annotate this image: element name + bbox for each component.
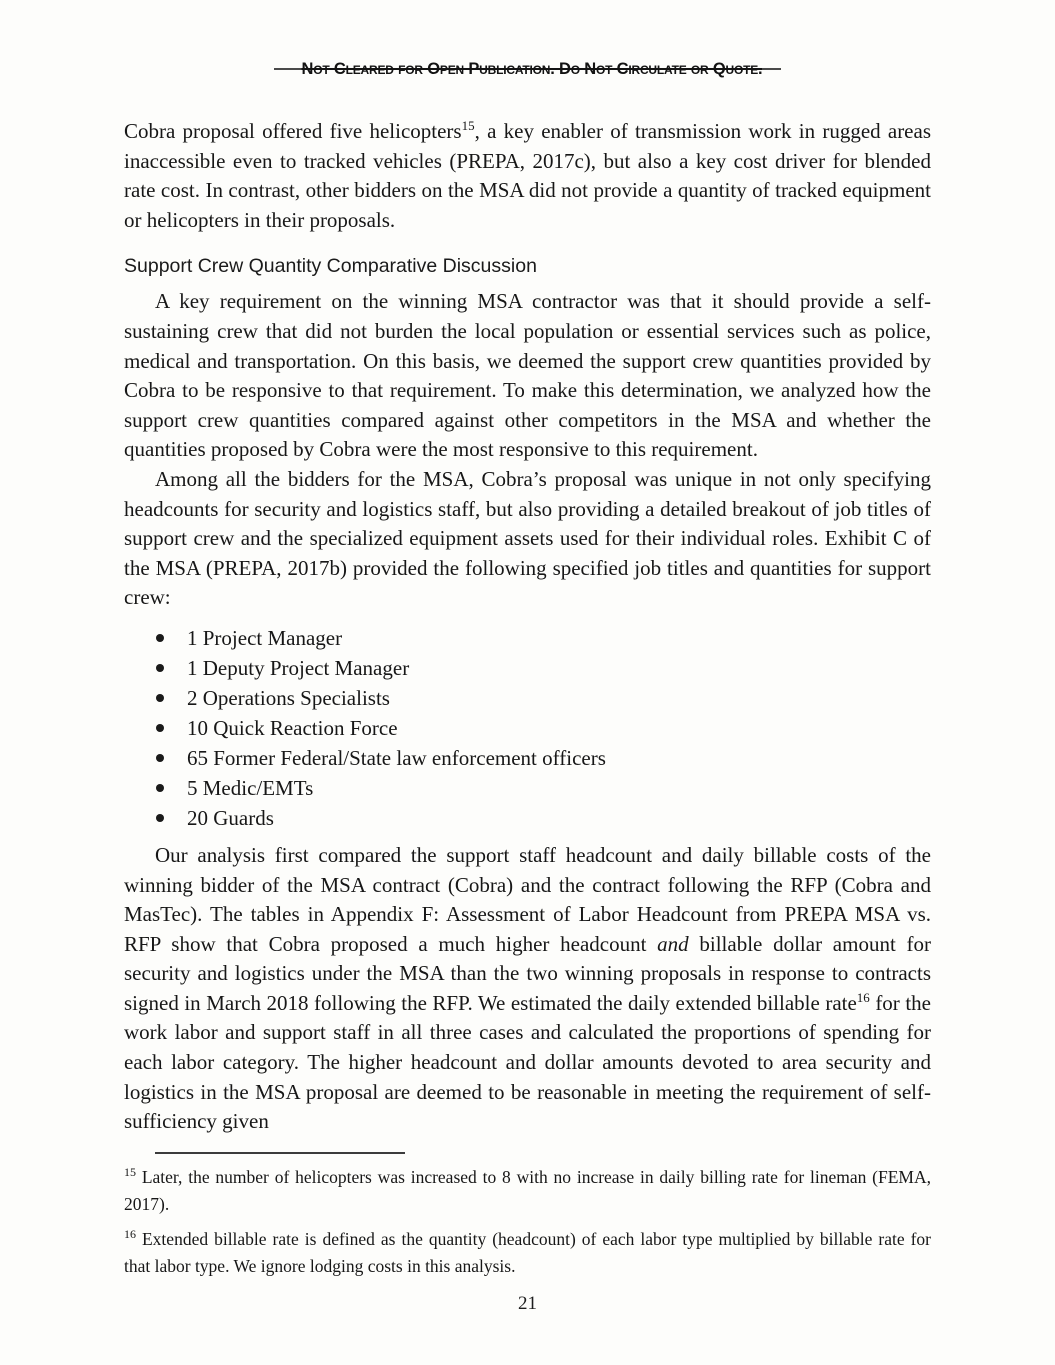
bullet-icon [156,754,164,762]
strikethrough-line-left [274,68,302,70]
footnote-15 [124,1164,931,1219]
bullet-icon [156,694,164,702]
list-item-text: 65 Former Federal/State law enforcement officers [187,745,606,770]
footnote-number: 15 [124,1165,136,1180]
page-number: 21 [518,1293,537,1314]
list-item [156,683,931,713]
footnote-text: Extended billable rate is defined as the quantity (headcount) of each labor type multiplied by billable rate for that labor type. We ignore lodging costs in this analysis. [124,1228,931,1277]
list-item-text: 2 Operations Specialists [187,685,390,710]
section-heading: Support Crew Quantity Comparative Discussion [124,255,537,278]
footnote-text: Later, the number of helicopters was increased to 8 with no increase in daily billing rate for lineman (FEMA, 2017). [124,1166,931,1215]
footnote-16 [124,1226,931,1281]
list-item [156,773,931,803]
classification-banner-text: Not Cleared for Open Publication. Do Not Circulate or Quote. [301,59,763,78]
bullet-icon [156,814,164,822]
paragraph-among-bidders: Among all the bidders for the MSA, Cobra’s proposal was unique in not only specifying headcounts for security and logistics staff, but also providing a detailed breakout of job titles of support crew and the specialized equipment assets used for their individual roles. Exhibit C of the MSA (PREPA, 2017b) provided the following specified job titles and quantities for support crew: [124,466,931,610]
paragraph-helicopters [124,117,931,235]
list-item [156,743,931,773]
paragraph-text: billable dollar amount for security and logistics under the MSA than the two winning proposals in response to contracts signed in March 2018 following the RFP. We estimated the daily extended billable rate [124,931,931,1015]
bullet-icon [156,664,164,672]
paragraph-text: Our analysis first compared the support staff headcount and daily billable costs of the winning bidder of the MSA contract (Cobra) and the contract following the RFP (Cobra and MasTec). The tables in Appendix F: Assessment of Labor Headcount from PREPA MSA vs. RFP show that Cobra proposed a much higher headcount [124,842,931,956]
list-item-text: 20 Guards [187,805,274,830]
footnote-ref-15: 15 [461,118,475,133]
list-item [156,803,931,833]
list-item [156,653,931,683]
paragraph-text: for the work labor and support staff in all three cases and calculated the proportions of spending for each labor category. The higher headcount and dollar amounts devoted to area security and logistics in the MSA proposal are deemed to be reasonable in meeting the requirement of self-sufficiency given [124,990,931,1134]
bullet-icon [156,724,164,732]
paragraph-analysis [124,841,931,1137]
paragraph-text: , a key enabler of transmission work in rugged areas inaccessible even to tracked vehicles (PREPA, 2017c), but also a key cost driver for blended rate cost. In contrast, other bidders on the MSA did not provide a quantity of tracked equipment or helicopters in their proposals. [124,119,931,232]
footnote-separator [155,1152,405,1154]
bullet-icon [156,784,164,792]
list-item [156,713,931,743]
list-item-text: 1 Project Manager [187,625,343,650]
footnote-ref-16: 16 [856,989,870,1005]
strikethrough-line-right [762,68,781,70]
emphasized-word: and [657,931,689,956]
support-crew-list [124,623,931,833]
list-item-text: 10 Quick Reaction Force [187,715,398,740]
list-item-text: 1 Deputy Project Manager [187,655,410,680]
bullet-icon [156,634,164,642]
footnote-number: 16 [124,1227,136,1242]
list-item-text: 5 Medic/EMTs [187,775,314,800]
list-item [156,623,931,653]
paragraph-text: Cobra proposal offered five helicopters [124,119,462,143]
classification-banner [124,58,931,80]
paragraph-key-requirement: A key requirement on the winning MSA contractor was that it should provide a self-sustaining crew that did not burden the local population or essential services such as police, medical and transportation. On this basis, we deemed the support crew quantities provided by Cobra to be responsive to that requirement. To make this determination, we analyzed how the support crew quantities compared against other competitors in the MSA and whether the quantities proposed by Cobra were the most responsive to this requirement. [124,289,931,462]
